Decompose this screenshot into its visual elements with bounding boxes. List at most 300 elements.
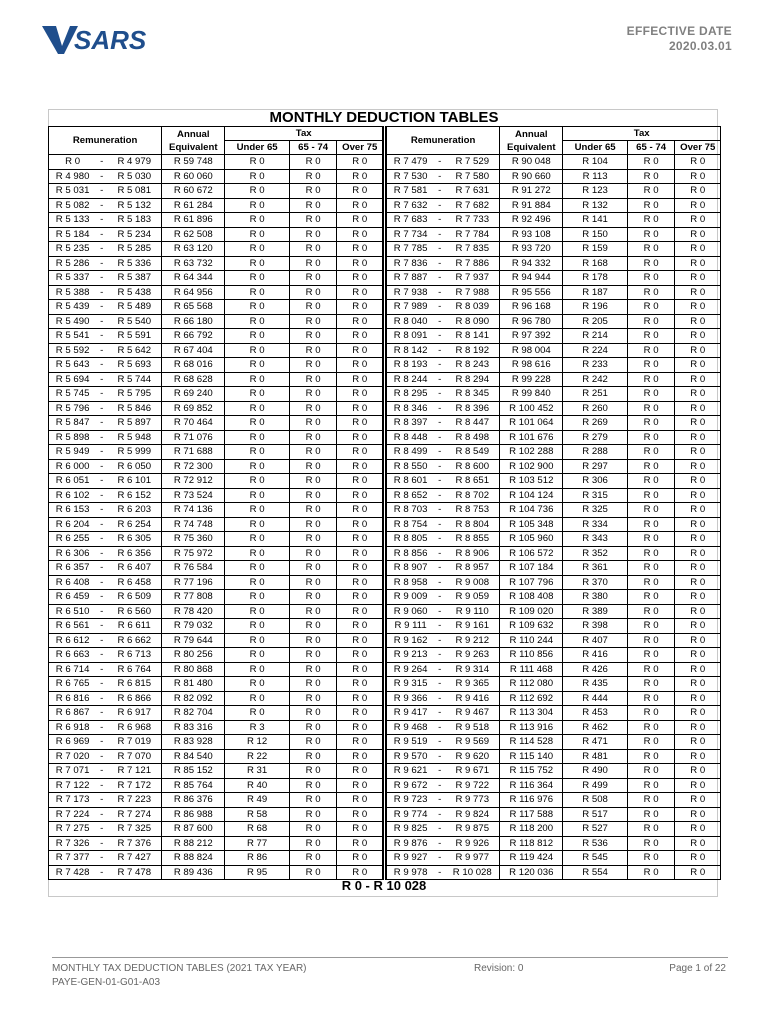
tax-65-74: R 0 bbox=[289, 213, 337, 228]
range-dash: - bbox=[96, 372, 107, 387]
annual-equivalent: R 110 856 bbox=[500, 648, 563, 663]
range-dash: - bbox=[434, 227, 445, 242]
tax-under-65: R 426 bbox=[563, 662, 627, 677]
tax-under-65: R 168 bbox=[563, 256, 627, 271]
tax-over-75: R 0 bbox=[337, 401, 383, 416]
tax-65-74: R 0 bbox=[289, 242, 337, 257]
tax-over-75: R 0 bbox=[337, 764, 383, 779]
remuneration-to: R 6 203 bbox=[107, 503, 161, 518]
remuneration-to: R 7 580 bbox=[445, 169, 499, 184]
remuneration-from: R 5 235 bbox=[49, 242, 97, 257]
tax-over-75: R 0 bbox=[337, 184, 383, 199]
remuneration-to: R 5 132 bbox=[107, 198, 161, 213]
table-row bbox=[387, 271, 721, 286]
table-row bbox=[387, 648, 721, 663]
range-dash: - bbox=[96, 358, 107, 373]
remuneration-to: R 7 478 bbox=[107, 865, 161, 880]
range-dash: - bbox=[96, 590, 107, 605]
tax-over-75: R 0 bbox=[337, 242, 383, 257]
annual-equivalent: R 71 076 bbox=[162, 430, 225, 445]
table-row bbox=[49, 691, 383, 706]
table-row bbox=[49, 633, 383, 648]
remuneration-from: R 9 009 bbox=[387, 590, 435, 605]
deduction-table-left bbox=[48, 126, 383, 880]
tax-under-65: R 242 bbox=[563, 372, 627, 387]
tax-over-75: R 0 bbox=[337, 358, 383, 373]
tax-over-75: R 0 bbox=[675, 648, 721, 663]
range-dash: - bbox=[96, 517, 107, 532]
tax-over-75: R 0 bbox=[337, 213, 383, 228]
table-row bbox=[49, 735, 383, 750]
table-row bbox=[387, 256, 721, 271]
tax-over-75: R 0 bbox=[675, 691, 721, 706]
tax-over-75: R 0 bbox=[675, 169, 721, 184]
remuneration-to: R 9 824 bbox=[445, 807, 499, 822]
remuneration-from: R 4 980 bbox=[49, 169, 97, 184]
remuneration-from: R 6 204 bbox=[49, 517, 97, 532]
tax-under-65: R 86 bbox=[225, 851, 289, 866]
annual-equivalent: R 116 364 bbox=[500, 778, 563, 793]
annual-equivalent: R 113 304 bbox=[500, 706, 563, 721]
range-dash: - bbox=[96, 155, 107, 170]
tax-under-65: R 462 bbox=[563, 720, 627, 735]
annual-equivalent: R 59 748 bbox=[162, 155, 225, 170]
remuneration-from: R 6 357 bbox=[49, 561, 97, 576]
annual-equivalent: R 65 568 bbox=[162, 300, 225, 315]
remuneration-to: R 10 028 bbox=[445, 865, 499, 880]
range-dash: - bbox=[434, 503, 445, 518]
annual-equivalent: R 77 196 bbox=[162, 575, 225, 590]
remuneration-from: R 6 918 bbox=[49, 720, 97, 735]
tax-65-74: R 0 bbox=[289, 590, 337, 605]
annual-equivalent: R 66 792 bbox=[162, 329, 225, 344]
tax-over-75: R 0 bbox=[675, 488, 721, 503]
table-row bbox=[387, 677, 721, 692]
tax-65-74: R 0 bbox=[627, 793, 675, 808]
tax-65-74: R 0 bbox=[627, 387, 675, 402]
remuneration-to: R 9 314 bbox=[445, 662, 499, 677]
annual-equivalent: R 82 092 bbox=[162, 691, 225, 706]
annual-equivalent: R 64 956 bbox=[162, 285, 225, 300]
tax-under-65: R 0 bbox=[225, 213, 289, 228]
tax-65-74: R 0 bbox=[627, 807, 675, 822]
remuneration-to: R 7 937 bbox=[445, 271, 499, 286]
range-dash: - bbox=[96, 271, 107, 286]
table-row bbox=[49, 242, 383, 257]
tax-over-75: R 0 bbox=[337, 648, 383, 663]
table-right-wrap bbox=[386, 126, 721, 880]
remuneration-to: R 5 744 bbox=[107, 372, 161, 387]
table-row bbox=[387, 633, 721, 648]
annual-equivalent: R 105 960 bbox=[500, 532, 563, 547]
remuneration-from: R 9 366 bbox=[387, 691, 435, 706]
remuneration-from: R 5 184 bbox=[49, 227, 97, 242]
range-dash: - bbox=[96, 546, 107, 561]
remuneration-from: R 9 978 bbox=[387, 865, 435, 880]
tax-65-74: R 0 bbox=[627, 706, 675, 721]
tax-65-74: R 0 bbox=[627, 401, 675, 416]
table-row bbox=[49, 822, 383, 837]
table-row bbox=[49, 155, 383, 170]
tax-65-74: R 0 bbox=[627, 822, 675, 837]
range-dash: - bbox=[96, 213, 107, 228]
remuneration-to: R 6 917 bbox=[107, 706, 161, 721]
annual-equivalent: R 72 300 bbox=[162, 459, 225, 474]
tax-65-74: R 0 bbox=[627, 561, 675, 576]
range-dash: - bbox=[96, 416, 107, 431]
remuneration-to: R 5 336 bbox=[107, 256, 161, 271]
remuneration-from: R 5 439 bbox=[49, 300, 97, 315]
remuneration-to: R 7 631 bbox=[445, 184, 499, 199]
range-dash: - bbox=[96, 256, 107, 271]
remuneration-to: R 8 396 bbox=[445, 401, 499, 416]
tax-65-74: R 0 bbox=[289, 691, 337, 706]
annual-equivalent: R 113 916 bbox=[500, 720, 563, 735]
tax-under-65: R 0 bbox=[225, 546, 289, 561]
table-row bbox=[387, 358, 721, 373]
annual-equivalent: R 88 212 bbox=[162, 836, 225, 851]
tax-over-75: R 0 bbox=[337, 459, 383, 474]
remuneration-to: R 6 815 bbox=[107, 677, 161, 692]
remuneration-to: R 6 764 bbox=[107, 662, 161, 677]
tax-under-65: R 0 bbox=[225, 662, 289, 677]
remuneration-to: R 8 498 bbox=[445, 430, 499, 445]
annual-equivalent: R 83 316 bbox=[162, 720, 225, 735]
range-dash: - bbox=[96, 503, 107, 518]
tax-over-75: R 0 bbox=[337, 575, 383, 590]
remuneration-from: R 8 091 bbox=[387, 329, 435, 344]
remuneration-to: R 5 540 bbox=[107, 314, 161, 329]
remuneration-to: R 9 263 bbox=[445, 648, 499, 663]
range-dash: - bbox=[434, 184, 445, 199]
table-row bbox=[387, 662, 721, 677]
annual-equivalent: R 92 496 bbox=[500, 213, 563, 228]
tax-65-74: R 0 bbox=[289, 184, 337, 199]
remuneration-from: R 6 102 bbox=[49, 488, 97, 503]
table-row bbox=[387, 503, 721, 518]
remuneration-from: R 5 490 bbox=[49, 314, 97, 329]
table-row bbox=[49, 227, 383, 242]
tax-under-65: R 297 bbox=[563, 459, 627, 474]
range-dash: - bbox=[434, 517, 445, 532]
tax-under-65: R 0 bbox=[225, 227, 289, 242]
tax-under-65: R 0 bbox=[225, 677, 289, 692]
remuneration-to: R 5 438 bbox=[107, 285, 161, 300]
tax-65-74: R 0 bbox=[289, 169, 337, 184]
annual-equivalent: R 80 868 bbox=[162, 662, 225, 677]
remuneration-from: R 8 958 bbox=[387, 575, 435, 590]
tax-65-74: R 0 bbox=[627, 677, 675, 692]
table-row bbox=[49, 459, 383, 474]
table-row bbox=[49, 778, 383, 793]
remuneration-to: R 8 141 bbox=[445, 329, 499, 344]
range-dash: - bbox=[434, 793, 445, 808]
footer-page-number: Page 1 of 22 bbox=[669, 963, 726, 974]
header-under-65: Under 65 bbox=[225, 141, 289, 155]
tax-65-74: R 0 bbox=[289, 300, 337, 315]
table-row bbox=[49, 575, 383, 590]
remuneration-from: R 7 785 bbox=[387, 242, 435, 257]
annual-equivalent: R 97 392 bbox=[500, 329, 563, 344]
tax-under-65: R 398 bbox=[563, 619, 627, 634]
tax-over-75: R 0 bbox=[675, 387, 721, 402]
annual-equivalent: R 62 508 bbox=[162, 227, 225, 242]
remuneration-from: R 6 153 bbox=[49, 503, 97, 518]
tax-65-74: R 0 bbox=[289, 633, 337, 648]
annual-equivalent: R 86 376 bbox=[162, 793, 225, 808]
tax-65-74: R 0 bbox=[627, 575, 675, 590]
tax-65-74: R 0 bbox=[289, 865, 337, 880]
annual-equivalent: R 98 616 bbox=[500, 358, 563, 373]
tax-under-65: R 22 bbox=[225, 749, 289, 764]
tax-over-75: R 0 bbox=[337, 691, 383, 706]
range-dash: - bbox=[96, 807, 107, 822]
tax-under-65: R 251 bbox=[563, 387, 627, 402]
annual-equivalent: R 116 976 bbox=[500, 793, 563, 808]
remuneration-to: R 9 620 bbox=[445, 749, 499, 764]
remuneration-to: R 8 804 bbox=[445, 517, 499, 532]
table-row bbox=[387, 343, 721, 358]
remuneration-from: R 7 632 bbox=[387, 198, 435, 213]
tax-over-75: R 0 bbox=[675, 807, 721, 822]
remuneration-to: R 9 467 bbox=[445, 706, 499, 721]
remuneration-to: R 7 376 bbox=[107, 836, 161, 851]
annual-equivalent: R 102 288 bbox=[500, 445, 563, 460]
annual-equivalent: R 99 840 bbox=[500, 387, 563, 402]
range-dash: - bbox=[434, 459, 445, 474]
tax-65-74: R 0 bbox=[289, 807, 337, 822]
remuneration-to: R 5 846 bbox=[107, 401, 161, 416]
tax-over-75: R 0 bbox=[675, 271, 721, 286]
annual-equivalent: R 108 408 bbox=[500, 590, 563, 605]
remuneration-to: R 5 948 bbox=[107, 430, 161, 445]
remuneration-from: R 7 275 bbox=[49, 822, 97, 837]
tax-under-65: R 0 bbox=[225, 532, 289, 547]
tax-over-75: R 0 bbox=[337, 561, 383, 576]
remuneration-from: R 6 051 bbox=[49, 474, 97, 489]
tax-over-75: R 0 bbox=[337, 735, 383, 750]
tax-65-74: R 0 bbox=[289, 198, 337, 213]
tax-65-74: R 0 bbox=[289, 575, 337, 590]
remuneration-from: R 6 714 bbox=[49, 662, 97, 677]
remuneration-to: R 6 356 bbox=[107, 546, 161, 561]
tax-under-65: R 0 bbox=[225, 445, 289, 460]
tax-over-75: R 0 bbox=[337, 604, 383, 619]
table-row bbox=[49, 169, 383, 184]
range-dash: - bbox=[96, 488, 107, 503]
remuneration-from: R 7 938 bbox=[387, 285, 435, 300]
remuneration-from: R 9 825 bbox=[387, 822, 435, 837]
remuneration-to: R 6 050 bbox=[107, 459, 161, 474]
table-row bbox=[387, 213, 721, 228]
table-row bbox=[387, 184, 721, 199]
tax-65-74: R 0 bbox=[627, 329, 675, 344]
range-dash: - bbox=[96, 184, 107, 199]
table-row bbox=[49, 793, 383, 808]
annual-equivalent: R 94 332 bbox=[500, 256, 563, 271]
tax-65-74: R 0 bbox=[289, 836, 337, 851]
table-row bbox=[387, 169, 721, 184]
tax-under-65: R 517 bbox=[563, 807, 627, 822]
remuneration-to: R 8 039 bbox=[445, 300, 499, 315]
tax-65-74: R 0 bbox=[627, 851, 675, 866]
remuneration-from: R 7 581 bbox=[387, 184, 435, 199]
table-row bbox=[49, 430, 383, 445]
range-dash: - bbox=[96, 227, 107, 242]
remuneration-to: R 9 365 bbox=[445, 677, 499, 692]
remuneration-from: R 5 949 bbox=[49, 445, 97, 460]
range-dash: - bbox=[434, 198, 445, 213]
tax-under-65: R 0 bbox=[225, 474, 289, 489]
footer-doc-title: MONTHLY TAX DEDUCTION TABLES (2021 TAX YEAR) bbox=[52, 963, 307, 974]
annual-equivalent: R 69 852 bbox=[162, 401, 225, 416]
tax-65-74: R 0 bbox=[289, 532, 337, 547]
remuneration-to: R 8 855 bbox=[445, 532, 499, 547]
table-row bbox=[387, 285, 721, 300]
tax-65-74: R 0 bbox=[627, 865, 675, 880]
range-dash: - bbox=[434, 169, 445, 184]
table-row bbox=[49, 387, 383, 402]
tax-65-74: R 0 bbox=[627, 169, 675, 184]
table-row bbox=[387, 720, 721, 735]
tax-over-75: R 0 bbox=[675, 198, 721, 213]
footer-doc-code: PAYE-GEN-01-G01-A03 bbox=[52, 977, 161, 988]
range-dash: - bbox=[96, 778, 107, 793]
range-dash: - bbox=[434, 851, 445, 866]
table-row bbox=[49, 329, 383, 344]
remuneration-from: R 7 734 bbox=[387, 227, 435, 242]
range-dash: - bbox=[434, 271, 445, 286]
remuneration-from: R 5 898 bbox=[49, 430, 97, 445]
range-dash: - bbox=[96, 329, 107, 344]
tax-65-74: R 0 bbox=[627, 184, 675, 199]
footer-left bbox=[52, 962, 307, 990]
remuneration-to: R 5 489 bbox=[107, 300, 161, 315]
annual-equivalent: R 86 988 bbox=[162, 807, 225, 822]
annual-equivalent: R 90 048 bbox=[500, 155, 563, 170]
table-row bbox=[49, 213, 383, 228]
tax-over-75: R 0 bbox=[337, 488, 383, 503]
range-dash: - bbox=[434, 822, 445, 837]
tax-65-74: R 0 bbox=[627, 372, 675, 387]
tax-over-75: R 0 bbox=[675, 706, 721, 721]
tax-under-65: R 444 bbox=[563, 691, 627, 706]
remuneration-from: R 6 255 bbox=[49, 532, 97, 547]
table-left-body bbox=[49, 155, 383, 880]
range-dash: - bbox=[96, 198, 107, 213]
remuneration-from: R 5 286 bbox=[49, 256, 97, 271]
range-dash: - bbox=[434, 488, 445, 503]
remuneration-to: R 7 784 bbox=[445, 227, 499, 242]
remuneration-to: R 9 722 bbox=[445, 778, 499, 793]
remuneration-to: R 7 325 bbox=[107, 822, 161, 837]
tax-over-75: R 0 bbox=[337, 532, 383, 547]
tax-65-74: R 0 bbox=[627, 503, 675, 518]
remuneration-from: R 9 162 bbox=[387, 633, 435, 648]
tax-under-65: R 0 bbox=[225, 430, 289, 445]
table-row bbox=[49, 836, 383, 851]
range-dash: - bbox=[434, 807, 445, 822]
tax-under-65: R 132 bbox=[563, 198, 627, 213]
remuneration-to: R 4 979 bbox=[107, 155, 161, 170]
table-row bbox=[387, 604, 721, 619]
remuneration-to: R 8 345 bbox=[445, 387, 499, 402]
range-dash: - bbox=[434, 256, 445, 271]
remuneration-from: R 9 672 bbox=[387, 778, 435, 793]
remuneration-to: R 5 795 bbox=[107, 387, 161, 402]
tax-65-74: R 0 bbox=[289, 401, 337, 416]
remuneration-from: R 7 479 bbox=[387, 155, 435, 170]
tax-over-75: R 0 bbox=[675, 416, 721, 431]
tax-over-75: R 0 bbox=[337, 198, 383, 213]
annual-equivalent: R 85 152 bbox=[162, 764, 225, 779]
remuneration-to: R 7 682 bbox=[445, 198, 499, 213]
tax-65-74: R 0 bbox=[289, 372, 337, 387]
tax-under-65: R 40 bbox=[225, 778, 289, 793]
tax-under-65: R 0 bbox=[225, 343, 289, 358]
tax-65-74: R 0 bbox=[627, 691, 675, 706]
header-annual-equivalent: Annual Equivalent bbox=[162, 127, 225, 155]
annual-equivalent: R 73 524 bbox=[162, 488, 225, 503]
tax-under-65: R 0 bbox=[225, 416, 289, 431]
tax-under-65: R 370 bbox=[563, 575, 627, 590]
remuneration-from: R 8 550 bbox=[387, 459, 435, 474]
annual-equivalent: R 68 628 bbox=[162, 372, 225, 387]
annual-equivalent: R 99 228 bbox=[500, 372, 563, 387]
tax-over-75: R 0 bbox=[675, 778, 721, 793]
tax-over-75: R 0 bbox=[337, 662, 383, 677]
annual-equivalent: R 117 588 bbox=[500, 807, 563, 822]
remuneration-to: R 5 183 bbox=[107, 213, 161, 228]
tax-under-65: R 508 bbox=[563, 793, 627, 808]
annual-equivalent: R 75 972 bbox=[162, 546, 225, 561]
tax-under-65: R 0 bbox=[225, 184, 289, 199]
remuneration-from: R 8 346 bbox=[387, 401, 435, 416]
range-dash: - bbox=[96, 720, 107, 735]
header-over-75: Over 75 bbox=[337, 141, 383, 155]
tax-65-74: R 0 bbox=[627, 256, 675, 271]
range-dash: - bbox=[434, 561, 445, 576]
tax-65-74: R 0 bbox=[289, 416, 337, 431]
range-dash: - bbox=[96, 691, 107, 706]
tax-under-65: R 0 bbox=[225, 488, 289, 503]
tax-65-74: R 0 bbox=[289, 619, 337, 634]
annual-equivalent: R 68 016 bbox=[162, 358, 225, 373]
tax-under-65: R 343 bbox=[563, 532, 627, 547]
tax-65-74: R 0 bbox=[289, 387, 337, 402]
tax-over-75: R 0 bbox=[675, 532, 721, 547]
remuneration-to: R 8 957 bbox=[445, 561, 499, 576]
range-dash: - bbox=[434, 662, 445, 677]
tax-under-65: R 150 bbox=[563, 227, 627, 242]
remuneration-from: R 9 927 bbox=[387, 851, 435, 866]
remuneration-from: R 8 907 bbox=[387, 561, 435, 576]
annual-equivalent: R 107 796 bbox=[500, 575, 563, 590]
range-dash: - bbox=[434, 648, 445, 663]
range-dash: - bbox=[96, 633, 107, 648]
tax-under-65: R 334 bbox=[563, 517, 627, 532]
range-dash: - bbox=[96, 474, 107, 489]
range-dash: - bbox=[96, 343, 107, 358]
tax-over-75: R 0 bbox=[675, 735, 721, 750]
remuneration-to: R 6 662 bbox=[107, 633, 161, 648]
tax-65-74: R 0 bbox=[289, 430, 337, 445]
tax-65-74: R 0 bbox=[627, 749, 675, 764]
tax-65-74: R 0 bbox=[627, 155, 675, 170]
tax-under-65: R 0 bbox=[225, 242, 289, 257]
remuneration-to: R 8 090 bbox=[445, 314, 499, 329]
tax-over-75: R 0 bbox=[675, 749, 721, 764]
